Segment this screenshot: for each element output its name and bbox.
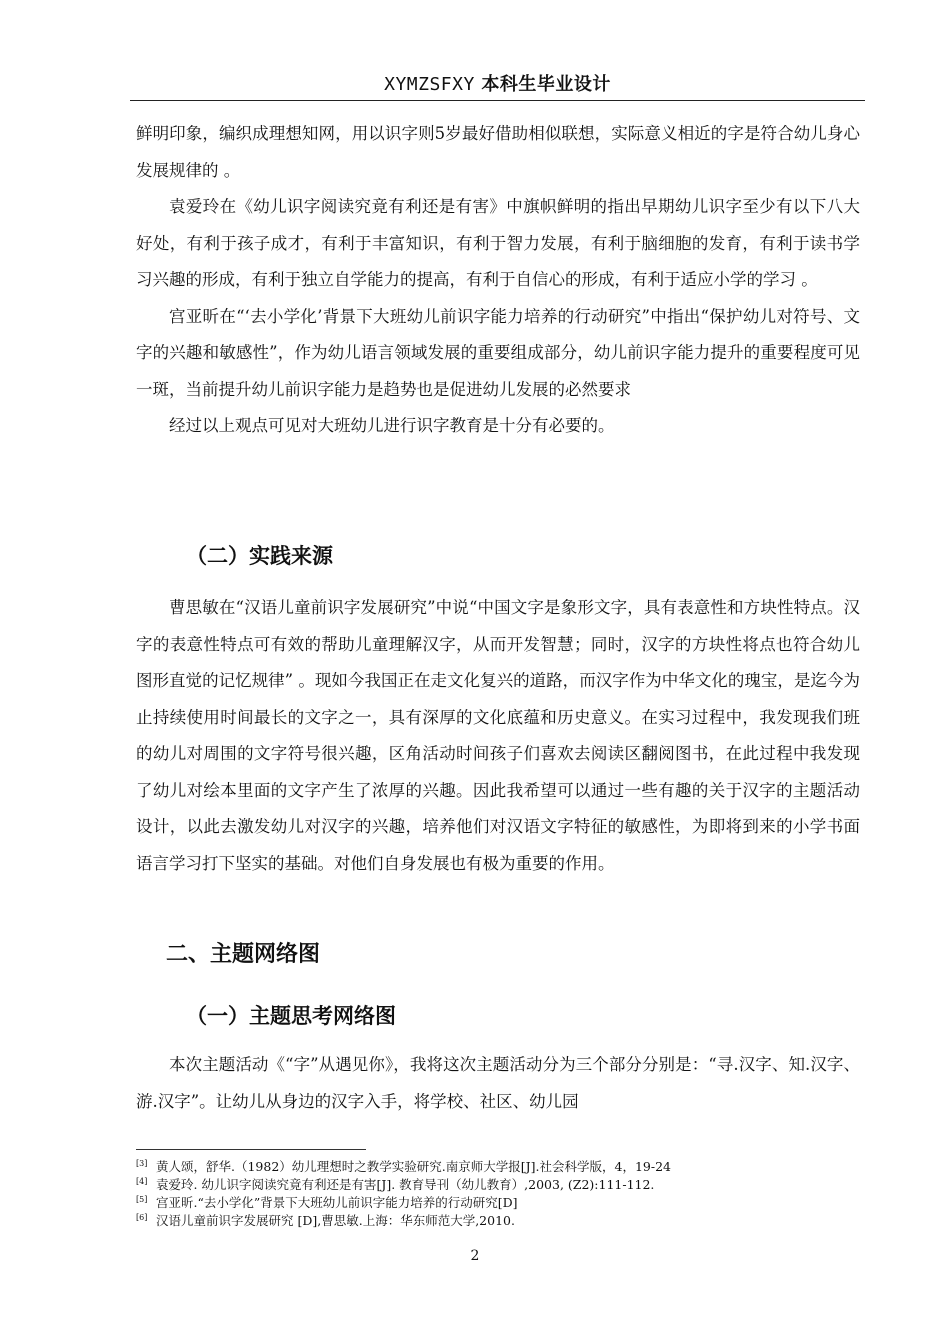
footnote-item bbox=[136, 1158, 860, 1176]
footnote-item bbox=[136, 1194, 860, 1212]
body-block-3 bbox=[136, 1047, 860, 1120]
footnote-text: 袁爱玲. 幼儿识字阅读究竟有利还是有害[J]. 教育导刊（幼儿教育）,2003, (Z2):111-112. bbox=[156, 1177, 655, 1192]
header-code: XYMZSFXY bbox=[384, 74, 475, 95]
footnote-text: 汉语儿童前识字发展研究 [D],曹思敏.上海：华东师范大学,2010. bbox=[156, 1213, 515, 1228]
footnote-mark: [5] bbox=[136, 1195, 148, 1204]
header-rule bbox=[130, 100, 865, 101]
paragraph-practice-body: 。现如今我国正在走文化复兴的道路，而汉字作为中华文化的瑰宝，是迄今为止持续使用时间最长的文字之一，具有深厚的文化底蕴和历史意义。在实习过程中，我发现我们班的幼儿对周围的文字符号很兴趣，区角活动时间孩子们喜欢去阅读区翻阅图书，在此过程中我发现了幼儿对绘本里面的文字产生了浓厚的兴趣。因此我希望可以通过一些有趣的关于汉字的主题活动设计，以此去激发幼儿对汉字的兴趣，培养他们对汉语文字特征的敏感性，为即将到来的小学书面语言学习打下坚实的基础。对他们自身发展也有极为重要的作用。 bbox=[136, 671, 860, 873]
heading-theme-network: 二、主题网络图 bbox=[166, 942, 321, 967]
footnote-rule bbox=[136, 1149, 366, 1150]
footnote-mark: [4] bbox=[136, 1177, 148, 1186]
page-number: 2 bbox=[470, 1248, 480, 1264]
paragraph-practice-quote: 曹思敏在“汉语儿童前识字发展研究”中说“中国文字是象形文字，具有表意性和方块性特点。汉字的表意性特点可有效的帮助儿童理解汉字，从而开发智慧；同时，汉字的方块性将点也符合幼儿图形直觉的记忆规律” bbox=[136, 598, 860, 690]
footnotes bbox=[136, 1158, 860, 1230]
paragraph-practice bbox=[136, 590, 860, 882]
paragraph-gong: 宫亚昕在“‘去小学化’背景下大班幼儿前识字能力培养的行动研究”中指出“保护幼儿对符号、文字的兴趣和敏感性”，作为幼儿语言领域发展的重要组成部分，幼儿前识字能力提升的重要程度可见一斑，当前提升幼儿前识字能力是趋势也是促进幼儿发展的必然要求 bbox=[136, 306, 860, 399]
heading-thinking-network: （一）主题思考网络图 bbox=[186, 1004, 396, 1028]
paragraph-yuan: 袁爱玲在《幼儿识字阅读究竟有利还是有害》中旗帜鲜明的指出早期幼儿识字至少有以下八大好处，有利于孩子成才，有利于丰富知识，有利于智力发展，有利于脑细胞的发育，有利于读书学习兴趣的形成，有利于独立自学能力的提高，有利于自信心的形成，有利于适应小学的学习 。 bbox=[136, 197, 860, 289]
footnote-item bbox=[136, 1176, 860, 1194]
body-block-1 bbox=[136, 116, 860, 445]
footnote-text: 黄人颂，舒华.（1982）幼儿理想时之教学实验研究.南京师大学报[J].社会科学版，4，19-24 bbox=[156, 1159, 671, 1174]
paragraph-conclusion: 经过以上观点可见对大班幼儿进行识字教育是十分有必要的。 bbox=[169, 416, 615, 435]
heading-practice-source: （二）实践来源 bbox=[186, 544, 333, 568]
footnote-item bbox=[136, 1212, 860, 1230]
footnote-mark: [3] bbox=[136, 1159, 148, 1168]
paragraph-continued: 鲜明印象，编织成理想知网，用以识字则5岁最好借助相似联想，实际意义相近的字是符合幼儿身心发展规律的 。 bbox=[136, 124, 860, 180]
paragraph-activity: 本次主题活动《“字”从遇见你》，我将这次主题活动分为三个部分分别是：“寻.汉字、知.汉字、游.汉字”。让幼儿从身边的汉字入手，将学校、社区、幼儿园 bbox=[136, 1055, 860, 1111]
footnote-mark: [6] bbox=[136, 1213, 148, 1222]
body-block-2 bbox=[136, 590, 860, 882]
header-subtitle: 本科生毕业设计 bbox=[481, 74, 611, 95]
page-header bbox=[130, 70, 865, 102]
footnote-text: 宫亚昕.“去小学化”背景下大班幼儿前识字能力培养的行动研究[D] bbox=[156, 1195, 518, 1210]
